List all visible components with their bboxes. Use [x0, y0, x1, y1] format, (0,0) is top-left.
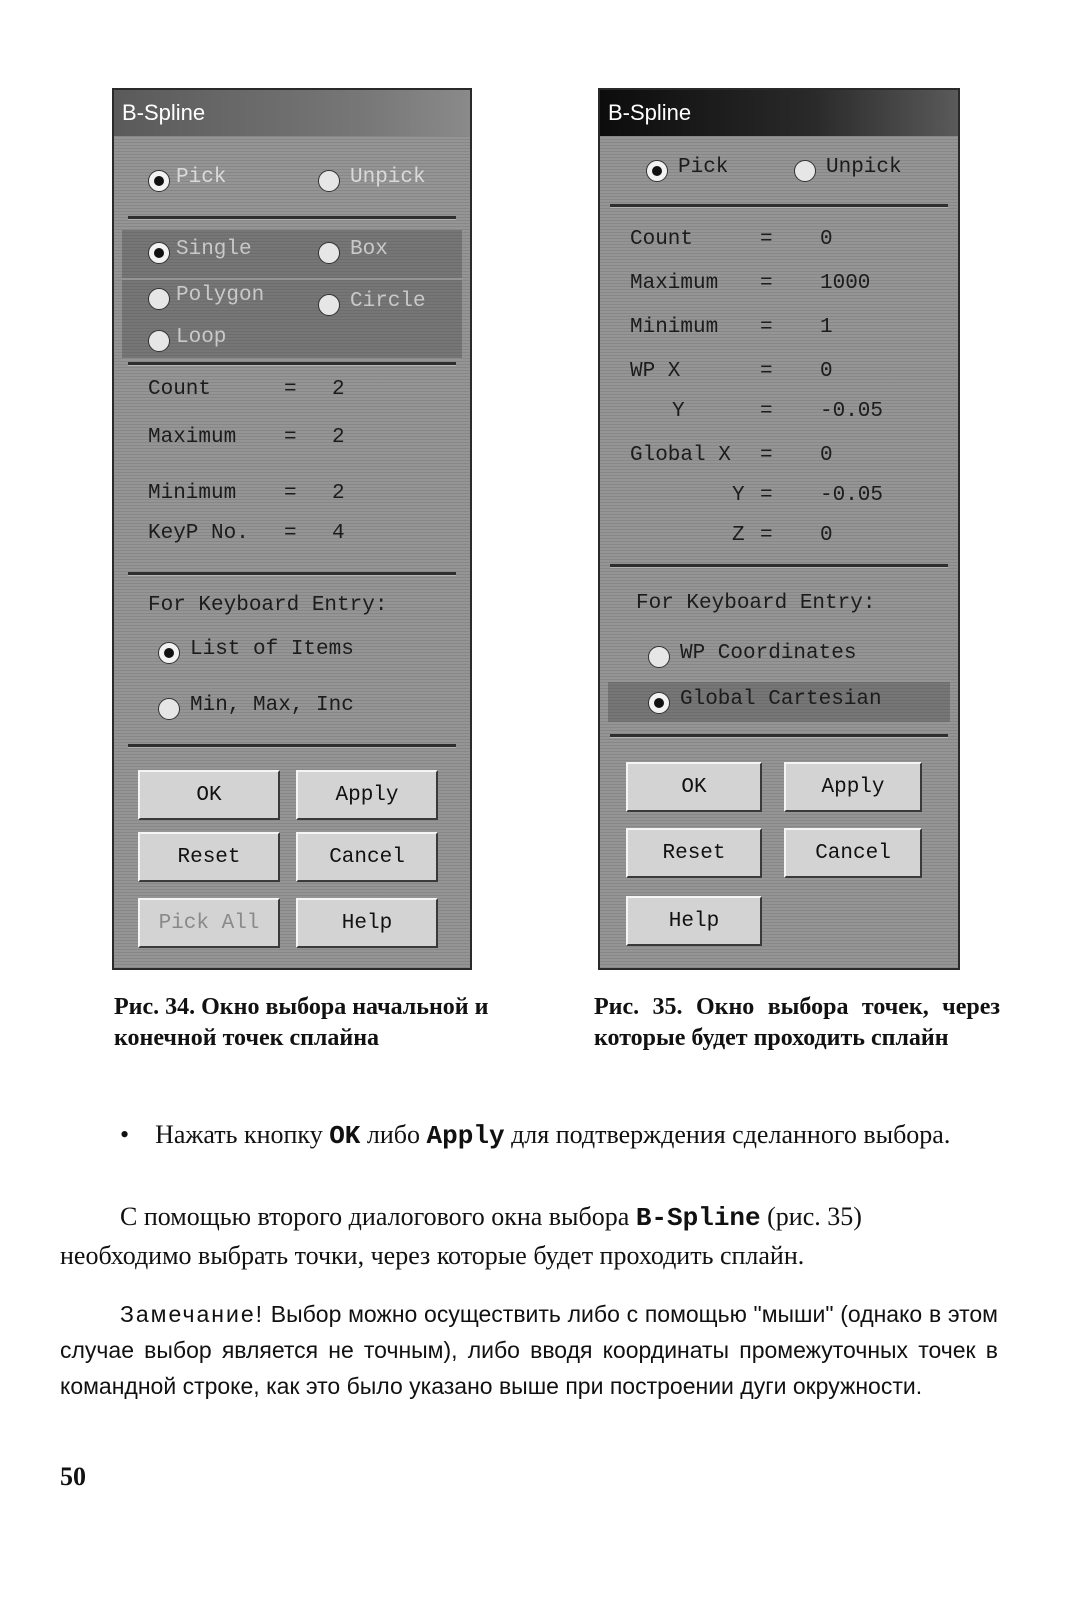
- global-cartesian-radio[interactable]: [648, 692, 670, 714]
- apply-button[interactable]: Apply: [296, 770, 438, 820]
- keyp-eq: =: [284, 522, 297, 545]
- note-text: Выбор можно осуществить либо с помощью "мыши" (однако в этом случае выбор является не точным), либо вводя координаты промежуточных точек в командной строке, как это было указано выше при построении дуги окружности.: [60, 1301, 998, 1399]
- wp-coords-radio[interactable]: [648, 646, 670, 668]
- count-eq: =: [284, 378, 297, 401]
- minimum-eq: =: [760, 316, 773, 339]
- box-radio[interactable]: [318, 242, 340, 264]
- globalz-eq: =: [760, 524, 773, 547]
- count-value: 2: [332, 378, 345, 401]
- single-radio[interactable]: [148, 242, 170, 264]
- unpick-label: Unpick: [350, 166, 426, 189]
- bullet-paragraph: [60, 1116, 998, 1155]
- unpick-radio[interactable]: [318, 170, 340, 192]
- wpy-eq: =: [760, 400, 773, 423]
- separator: [128, 572, 456, 576]
- minimum-value: 2: [332, 482, 345, 505]
- single-label: Single: [176, 238, 252, 261]
- loop-label: Loop: [176, 326, 227, 349]
- reset-button[interactable]: Reset: [626, 828, 762, 878]
- maximum-eq: =: [284, 426, 297, 449]
- page-number: 50: [60, 1462, 86, 1491]
- globalz-label: Z: [732, 524, 745, 547]
- globalx-value: 0: [820, 444, 833, 467]
- p2-text-b: (рис. 35) необходимо выбрать точки, через которые будет проходить сплайн.: [60, 1202, 862, 1270]
- p2-text-a: С помощью второго диалогового окна выбора: [120, 1202, 636, 1231]
- min-max-inc-radio[interactable]: [158, 698, 180, 720]
- cancel-button[interactable]: Cancel: [296, 832, 438, 882]
- ok-button[interactable]: OK: [138, 770, 280, 820]
- ok-button[interactable]: OK: [626, 762, 762, 812]
- pick-all-button[interactable]: Pick All: [138, 898, 280, 948]
- minimum-eq: =: [284, 482, 297, 505]
- separator: [610, 204, 948, 208]
- globaly-eq: =: [760, 484, 773, 507]
- polygon-radio[interactable]: [148, 288, 170, 310]
- apply-button[interactable]: Apply: [784, 762, 922, 812]
- global-cartesian-label: Global Cartesian: [680, 688, 882, 711]
- separator: [610, 564, 948, 568]
- count-label: Count: [630, 228, 694, 251]
- p1-text-c: для подтверждения сделанного выбора.: [504, 1120, 951, 1149]
- minimum-label: Minimum: [630, 316, 719, 339]
- help-button[interactable]: Help: [626, 896, 762, 946]
- note-lead: Замечание!: [120, 1301, 265, 1327]
- pick-radio[interactable]: [148, 170, 170, 192]
- dialog-title: B-Spline: [600, 90, 958, 136]
- pick-label: Pick: [678, 156, 729, 179]
- min-max-inc-label: Min, Max, Inc: [190, 694, 354, 717]
- box-label: Box: [350, 238, 388, 261]
- count-value: 0: [820, 228, 833, 251]
- unpick-radio[interactable]: [794, 160, 816, 182]
- minimum-value: 1: [820, 316, 833, 339]
- p1-ok-code: OK: [329, 1121, 361, 1151]
- globalx-eq: =: [760, 444, 773, 467]
- dialog-title: B-Spline: [114, 90, 470, 136]
- figure-35-caption: Рис. 35. Окно выбора точек, через которые будет проходить сплайн: [594, 994, 1000, 1051]
- maximum-value: 1000: [820, 272, 871, 295]
- maximum-label: Maximum: [630, 272, 719, 295]
- globalz-value: 0: [820, 524, 833, 547]
- maximum-label: Maximum: [148, 426, 237, 449]
- wp-coords-label: WP Coordinates: [680, 642, 857, 665]
- wpx-value: 0: [820, 360, 833, 383]
- circle-label: Circle: [350, 290, 426, 313]
- wpy-label: Y: [672, 400, 685, 423]
- cancel-button[interactable]: Cancel: [784, 828, 922, 878]
- p1-text-a: Нажать кнопку: [155, 1120, 330, 1149]
- separator: [128, 744, 456, 748]
- note-paragraph: [60, 1296, 998, 1404]
- paragraph-2: [60, 1198, 998, 1275]
- separator: [610, 734, 948, 738]
- reset-button[interactable]: Reset: [138, 832, 280, 882]
- keyp-label: KeyP No.: [148, 522, 249, 545]
- p2-bspline-code: B-Spline: [635, 1203, 761, 1233]
- wpy-value: -0.05: [820, 400, 884, 423]
- p1-text-b: либо: [360, 1120, 427, 1149]
- keyboard-entry-label: For Keyboard Entry:: [636, 592, 876, 615]
- figure-34-caption: Рис. 34. Окно выбора начальной и конечной точек сплайна: [114, 994, 489, 1051]
- count-label: Count: [148, 378, 212, 401]
- pick-radio[interactable]: [646, 160, 668, 182]
- pick-mode-band: [122, 230, 462, 278]
- keyp-value: 4: [332, 522, 345, 545]
- globalx-label: Global X: [630, 444, 731, 467]
- bullet-symbol: •: [120, 1120, 130, 1149]
- list-items-radio[interactable]: [158, 642, 180, 664]
- keyboard-entry-label: For Keyboard Entry:: [148, 594, 388, 617]
- bspline-dialog-start-end: [112, 88, 472, 970]
- globaly-value: -0.05: [820, 484, 884, 507]
- list-items-label: List of Items: [190, 638, 354, 661]
- separator: [128, 362, 456, 366]
- count-eq: =: [760, 228, 773, 251]
- separator: [128, 216, 456, 220]
- loop-radio[interactable]: [148, 330, 170, 352]
- bspline-dialog-through-points: [598, 88, 960, 970]
- polygon-label: Polygon: [176, 284, 265, 307]
- maximum-eq: =: [760, 272, 773, 295]
- help-button[interactable]: Help: [296, 898, 438, 948]
- maximum-value: 2: [332, 426, 345, 449]
- wpx-eq: =: [760, 360, 773, 383]
- pick-label: Pick: [176, 166, 227, 189]
- minimum-label: Minimum: [148, 482, 237, 505]
- circle-radio[interactable]: [318, 294, 340, 316]
- wpx-label: WP X: [630, 360, 681, 383]
- p1-apply-code: Apply: [426, 1121, 505, 1151]
- unpick-label: Unpick: [826, 156, 902, 179]
- globaly-label: Y: [732, 484, 745, 507]
